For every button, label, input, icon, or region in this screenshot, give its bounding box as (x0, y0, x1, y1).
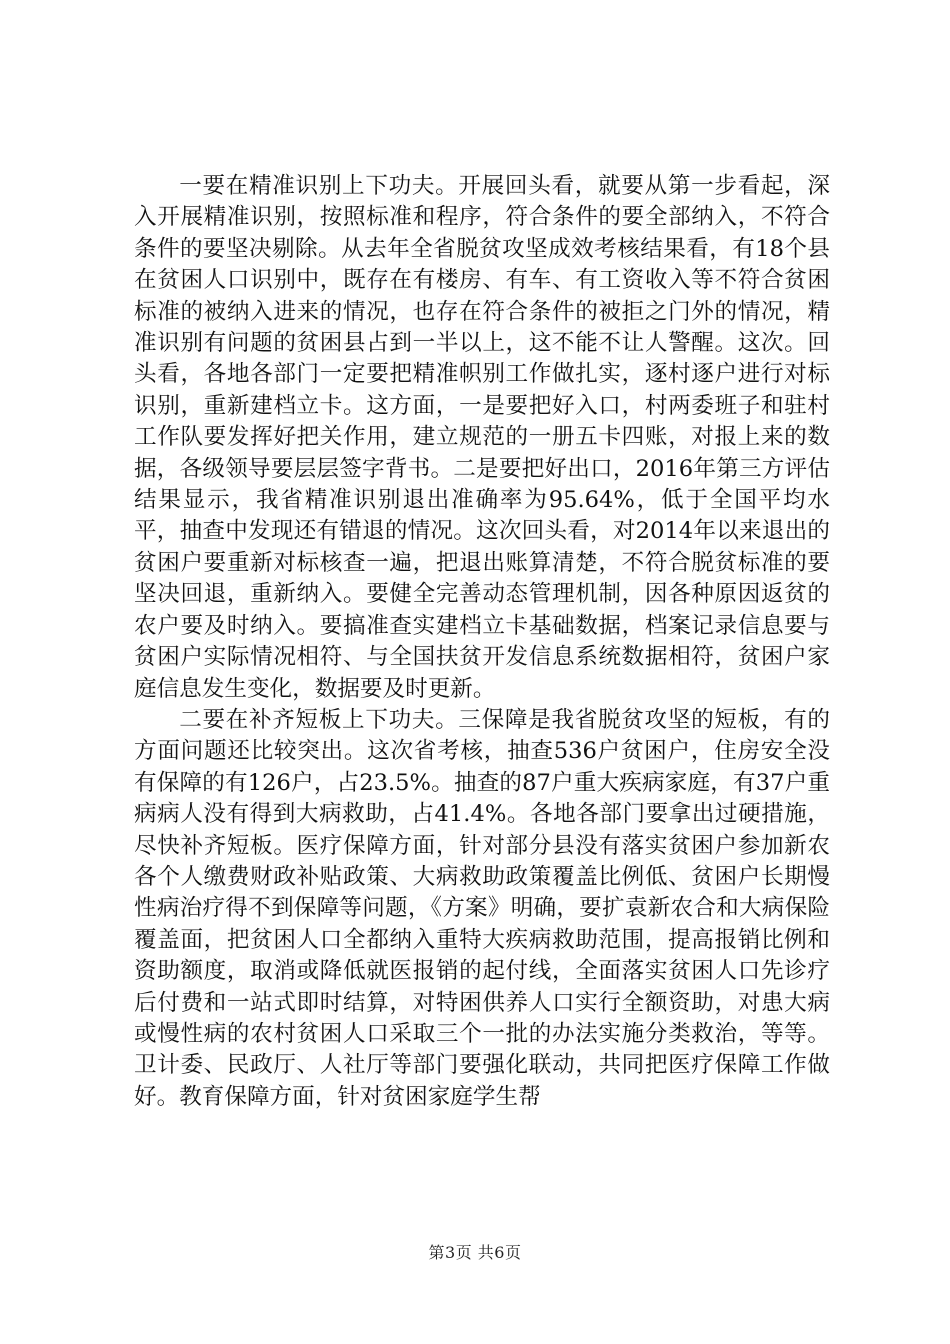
paragraph-1: 一要在精准识别上下功夫。开展回头看，就要从第一步看起，深入开展精准识别，按照标准和程序，符合条件的要全部纳入，不符合条件的要坚决剔除。从去年全省脱贫攻坚成效考核结果看，有18个县在贫困人口识别中，既存在有楼房、有车、有工资收入等不符合贫困标准的被纳入进来的情况，也存在符合条件的被拒之门外的情况，精准识别有问题的贫困县占到一半以上，这不能不让人警醒。这次。回头看，各地各部门一定要把精准帜别工作做扎实，逐村逐户进行对标识别，重新建档立卡。这方面，一是要把好入口，村两委班子和驻村工作队要发挥好把关作用，建立规范的一册五卡四账，对报上来的数据，各级领导要层层签字背书。二是要把好出口，2016年第三方评估结果显示，我省精准识别退出准确率为95.64%，低于全国平均水平，抽查中发现还有错退的情况。这次回头看，对2014年以来退出的贫困户要重新对标核查一遍，把退出账算清楚，不符合脱贫标准的要坚决回退，重新纳入。要健全完善动态管理机制，因各种原因返贫的农户要及时纳入。要搞准查实建档立卡基础数据，档案记录信息要与贫困户实际情况相符、与全国扶贫开发信息系统数据相符，贫困户家庭信息发生变化，数据要及时更新。 (134, 173, 830, 702)
document-body (134, 171, 830, 1113)
page-number-footer: 第3页 共6页 (428, 1243, 522, 1262)
paragraph-2: 二要在补齐短板上下功夫。三保障是我省脱贫攻坚的短板，有的方面问题还比较突出。这次省考核，抽查536户贫困户，住房安全没有保障的有126户，占23.5%。抽查的87户重大疾病家庭，有37户重病病人没有得到大病救助，占41.4%。各地各部门要拿出过硬措施，尽快补齐短板。医疗保障方面，针对部分县没有落实贫困户参加新农各个人缴费财政补贴政策、大病救助政策覆盖比例低、贫困户长期慢性病治疗得不到保障等问题，《方案》明确，要扩袁新农合和大病保险覆盖面，把贫困人口全都纳入重特大疾病救助范围，提高报销比例和资助额度，取消或降低就医报销的起付线，全面落实贫困人口先诊疗后付费和一站式即时结算，对特困供养人口实行全额资助，对患大病或慢性病的农村贫困人口采取三个一批的办法实施分类救治，等等。卫计委、民政厅、人社厅等部门要强化联动，共同把医疗保障工作做好。教育保障方面，针对贫困家庭学生帮 (134, 706, 830, 1110)
